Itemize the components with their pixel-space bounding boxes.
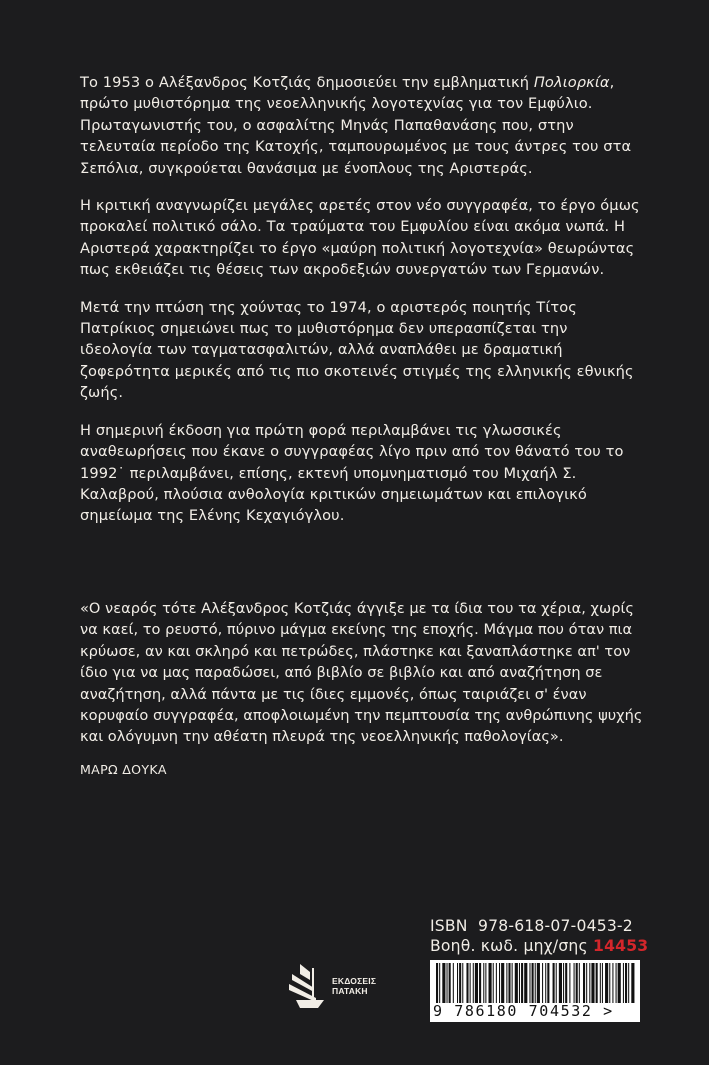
barcode (430, 960, 640, 1022)
barcode-bar (519, 963, 520, 1003)
barcode-bar (459, 963, 461, 1003)
barcode-bar (501, 963, 504, 1003)
barcode-bar (625, 963, 627, 1003)
barcode-bar (616, 963, 617, 1003)
blurb-paragraph-1 (80, 72, 640, 179)
barcode-bar (524, 963, 527, 1003)
barcode-bar (532, 963, 534, 1003)
barcode-bar (618, 963, 621, 1003)
publisher-logo (286, 962, 426, 1012)
publisher-line-2: ΠΑΤΑΚΗ (332, 986, 368, 996)
barcode-bar (479, 963, 481, 1003)
barcode-bar (579, 963, 580, 1003)
code-label: Βοηθ. κωδ. μηχ/σης (430, 937, 588, 955)
barcode-bar (493, 963, 494, 1003)
barcode-bar (466, 963, 468, 1003)
barcode-bar (605, 963, 608, 1003)
barcode-bar (537, 963, 540, 1003)
barcode-bar (569, 963, 570, 1003)
barcode-bars (434, 963, 636, 1003)
barcode-bar (496, 963, 497, 1003)
isbn-block (430, 916, 650, 956)
barcode-bar (473, 963, 474, 1003)
publisher-name (332, 976, 376, 996)
back-cover-blurb (80, 72, 640, 543)
barcode-bar (631, 963, 634, 1003)
blurb-p1-after: , πρώτο μυθιστόρημα της νεοελληνικής λογοτεχνίας για τον Εμφύλιο. Πρωταγωνιστής του, ο ασφαλίτης Μηνάς Παπαθανάσης που, στην τελευταία περίοδο της Κατοχής, ταμπουρωμένος με τους άντρες του στα Σεπόλια, συγκρούεται θανάσιμα με ένοπλους της Αριστεράς. (80, 74, 632, 177)
barcode-bar (556, 963, 557, 1003)
publisher-line-1: ΕΚΔΟΣΕΙΣ (332, 976, 377, 986)
barcode-bar (623, 963, 624, 1003)
barcode-bar (449, 963, 451, 1003)
barcode-bar (589, 963, 590, 1003)
isbn-number: 978-618-07-0453-2 (478, 917, 633, 935)
barcode-bar (563, 963, 564, 1003)
barcode-bar (576, 963, 578, 1003)
barcode-bar (489, 963, 492, 1003)
book-title-italic: Πολιορκία (533, 74, 610, 91)
barcode-bar (559, 963, 562, 1003)
blurb-paragraph-4: Η σημερινή έκδοση για πρώτη φορά περιλαμβάνει τις γλωσσικές αναθεωρήσεις που έκανε ο συγγραφέας λίγο πριν από τον θάνατό του το 1992˙ περιλαμβάνει, επίσης, εκτενή υπομνηματισμό του Μιχαήλ Σ. Καλαβρού, πλούσια ανθολογία κριτικών σημειωμάτων και επιλογικό σημείωμα της Ελένης Κεχαγιόγλου. (80, 421, 624, 525)
barcode-bar (447, 963, 448, 1003)
barcode-bar (439, 963, 440, 1003)
barcode-digits: 9 786180 704532 (433, 1002, 593, 1020)
barcode-bar (547, 963, 549, 1003)
review-quote (80, 598, 650, 777)
code-value: 14453 (593, 937, 649, 955)
barcode-arrow: > (603, 1002, 614, 1020)
barcode-bar (565, 963, 567, 1003)
barcode-bar (545, 963, 546, 1003)
code-line (430, 936, 650, 956)
barcode-bar (512, 963, 513, 1003)
publisher-ship-icon (286, 962, 328, 1010)
barcode-bar (483, 963, 484, 1003)
barcode-bar (508, 963, 510, 1003)
barcode-digits-line (430, 1000, 640, 1022)
barcode-bar (436, 963, 438, 1003)
barcode-bar (499, 963, 500, 1003)
barcode-bar (574, 963, 575, 1003)
barcode-bar (462, 963, 463, 1003)
barcode-bar (628, 963, 629, 1003)
barcode-bar (485, 963, 486, 1003)
barcode-bar (596, 963, 598, 1003)
quote-author: ΜΑΡΩ ΔΟΥΚΑ (80, 761, 167, 777)
barcode-bar (529, 963, 530, 1003)
isbn-label: ISBN (430, 917, 468, 935)
barcode-bar (470, 963, 471, 1003)
barcode-bar (586, 963, 587, 1003)
barcode-bar (612, 963, 613, 1003)
barcode-bar (442, 963, 445, 1003)
barcode-bar (600, 963, 601, 1003)
barcode-bar (553, 963, 555, 1003)
blurb-paragraph-2: Η κριτική αναγνωρίζει μεγάλες αρετές στον νέο συγγραφέα, το έργο όμως προκαλεί πολιτικό σάλο. Τα τραύματα του Εμφυλίου είναι ακόμα νωπά. Η Αριστερά χαρακτηρίζει το έργο «μαύρη πολιτική λογοτεχνία» θεωρώντας πως εκθειάζει τις θέσεις των ακροδεξιών συνεργατών των Γερμανών. (80, 197, 640, 279)
barcode-bar (457, 963, 458, 1003)
isbn-line (430, 916, 650, 936)
barcode-bar (602, 963, 603, 1003)
barcode-bar (521, 963, 523, 1003)
barcode-bar (583, 963, 585, 1003)
barcode-bar (506, 963, 507, 1003)
blurb-p1-before: Το 1953 ο Αλέξανδρος Κοτζιάς δημοσιεύει την εμβληματική (80, 74, 534, 91)
barcode-bar (535, 963, 536, 1003)
barcode-bar (515, 963, 518, 1003)
barcode-bar (475, 963, 478, 1003)
blurb-paragraph-3: Μετά την πτώση της χούντας το 1974, ο αριστερός ποιητής Τίτος Πατρίκιος σημειώνει πως το μυθιστόρημα δεν υπερασπίζεται την ιδεολογία των ταγματασφαλιτών, αλλά αναπλάθει με δραματική ζοφερότητα μερικές από τις πιο σκοτεινές στιγμές της ελληνικής εθνικής ζωής. (80, 298, 634, 402)
barcode-bar (591, 963, 594, 1003)
barcode-bar (609, 963, 610, 1003)
quote-text: «Ο νεαρός τότε Αλέξανδρος Κοτζιάς άγγιξε με τα ίδια του τα χέρια, χωρίς να καεί, το ρευστό, πύρινο μάγμα εκείνης της εποχής. Μάγμα που όταν πια κρύωσε, αν και σκληρό και πετρώδες, πλάστηκε και ξαναπλάστηκε απ' τον ίδιο για να μας παραδώσει, από βιβλίο σε βιβλίο και από αναζήτηση σε αναζήτηση, αλλά πάντα με τις ίδιες εμμονές, όπως ταιριάζει σ' έναν κορυφαίο συγγραφέα, αποφλοιωμένη την πεμπτουσία της ανθρώπινης ψυχής και ολόγυμνη την αθέατη πλευρά της νεοελληνικής παθολογίας». (80, 600, 643, 746)
barcode-bar (542, 963, 543, 1003)
barcode-bar (453, 963, 454, 1003)
